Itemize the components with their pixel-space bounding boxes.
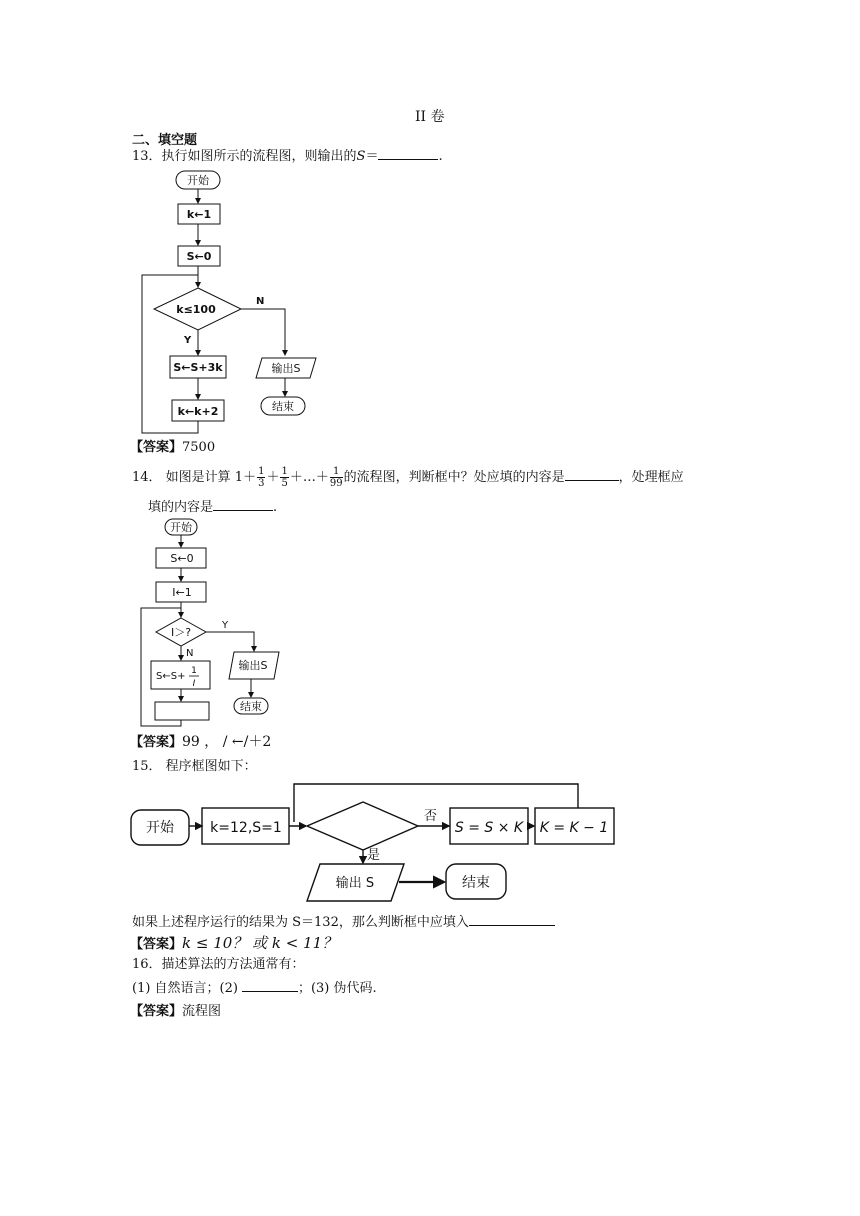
q13-yes-label: Y — [184, 335, 192, 346]
q15-no-label: 否 — [424, 809, 438, 824]
q14-frac2-den: 5 — [281, 478, 288, 489]
q15-body2-label: K = K − 1 — [539, 820, 609, 836]
q14-output-label: 输出S — [238, 659, 268, 672]
q15-question — [132, 915, 555, 931]
q15-answer — [130, 934, 337, 954]
q14-prefix: 14． 如图是计算 1＋ — [132, 470, 257, 485]
q14-answer-label: 【答案】 — [130, 735, 183, 750]
q15-question-text: 如果上述程序运行的结果为 S＝132，那么判断框中应填入 — [132, 915, 469, 930]
q14-i-init-label: I←1 — [172, 586, 192, 599]
q15-end-label: 结束 — [462, 875, 490, 891]
q16-answer-value: 流程图 — [182, 1004, 222, 1019]
q14-s-init-label: S←0 — [170, 552, 194, 565]
q16-blank — [242, 991, 298, 992]
q15-blank — [469, 925, 555, 926]
q14-plus: ＋ — [266, 470, 280, 485]
q14-suffix2: ，处理框应 — [618, 470, 684, 485]
q13-var: S — [356, 149, 366, 164]
q13-s-init-label: S←0 — [186, 250, 212, 263]
q14-body-num: 1 — [191, 666, 197, 676]
q13-end-label: 结束 — [272, 400, 294, 413]
q16-title: 16．描述算法的方法通常有： — [132, 957, 305, 972]
q13-stem: 13．执行如图所示的流程图，则输出的 — [132, 149, 357, 164]
q14-frac1-num: 1 — [258, 466, 265, 477]
q13-eq: ＝ — [365, 149, 379, 164]
q15-title: 15． 程序框图如下： — [132, 759, 257, 774]
q14-line2-text: 填的内容是 — [148, 500, 214, 515]
q15-output-label: 输出 S — [335, 876, 375, 891]
q14-cond-label: I＞? — [170, 626, 192, 639]
q15-init-label: k=12,S=1 — [210, 820, 282, 836]
q13-output-label: 输出S — [271, 362, 301, 375]
q15-answer-value: k ≤ 10？ 或 k < 11？ — [182, 934, 338, 952]
q15-cond-diamond — [307, 802, 418, 850]
q16-line-text: (1) 自然语言；(2) — [132, 981, 238, 996]
q13-answer-value: 7500 — [182, 440, 216, 455]
q14-frac3-den: 99 — [329, 478, 343, 489]
q13-cond-label: k≤100 — [176, 303, 216, 316]
q14-yes-label: Y — [222, 620, 229, 631]
q14-answer-value: 99 ， / ←/＋2 — [182, 734, 272, 750]
q13-start-label: 开始 — [187, 174, 209, 187]
q15-answer-label: 【答案】 — [130, 937, 183, 952]
q13-end: . — [438, 149, 443, 164]
q13-body-label: S←S+3k — [173, 361, 223, 374]
q14-body-label: S←S+ — [156, 671, 186, 682]
q14-end-label: 结束 — [240, 700, 262, 713]
q14-body-den: I — [192, 679, 196, 689]
q14-no-label: N — [186, 648, 194, 659]
q14-end: . — [273, 500, 278, 515]
q13-inc-label: k←k+2 — [177, 405, 219, 418]
q15-yes-label: 是 — [367, 848, 381, 863]
part-heading: 二、填空题 — [132, 133, 198, 148]
q14-start-label: 开始 — [170, 521, 192, 534]
q15-body1-label: S = S × K — [454, 820, 524, 836]
q13-k-init-label: k←1 — [186, 208, 212, 221]
q14-frac1-den: 3 — [258, 478, 265, 489]
q14-frac2-num: 1 — [281, 466, 288, 477]
q14-suffix: 的流程图，判断框中？处应填的内容是 — [343, 470, 565, 485]
q14-mid: ＋…＋ — [289, 470, 329, 485]
section-title: II 卷 — [415, 109, 445, 125]
q14-frac3-num: 1 — [330, 466, 343, 478]
q13-answer-label: 【答案】 — [130, 440, 183, 455]
q16-answer-label: 【答案】 — [130, 1004, 183, 1019]
q16-line — [132, 981, 377, 997]
q13-no-label: N — [256, 296, 265, 307]
q15-start-label: 开始 — [146, 820, 174, 836]
q16-line-end: ；(3) 伪代码. — [297, 981, 377, 996]
q16-answer — [130, 1004, 221, 1020]
